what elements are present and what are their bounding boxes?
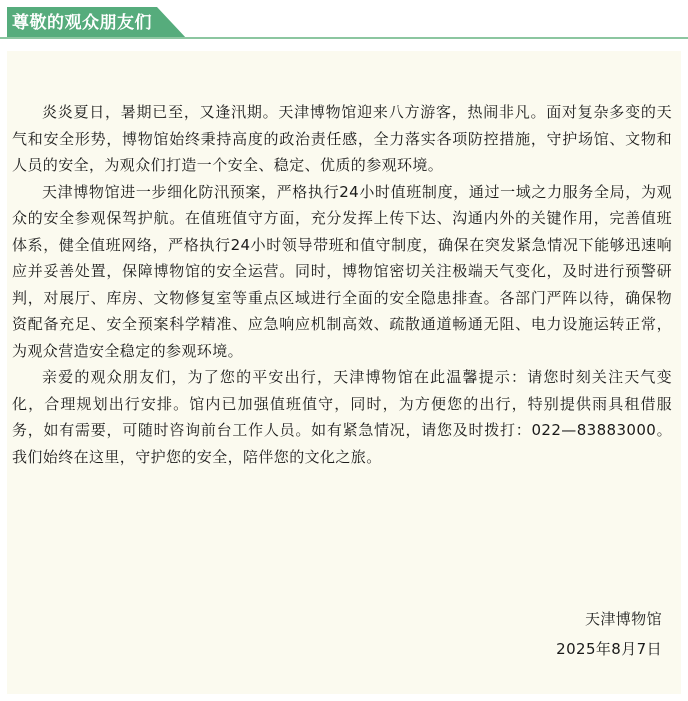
notice-body [12,99,672,470]
page-title: 尊敬的观众朋友们 [12,13,152,33]
paragraph-3: 亲爱的观众朋友们，为了您的平安出行，天津博物馆在此温馨提示：请您时刻关注天气变化，合理规划出行安排。馆内已加强值班值守，同时，为方便您的出行，特别提供雨具租借服务，如有需要，可随时咨询前台工作人员。如有紧急情况，请您及时拨打：022—83883000。我们始终在这里，守护您的安全，陪伴您的文化之旅。 [12,368,672,466]
signature-organization: 天津博物馆 [584,610,662,628]
header-bar [0,0,688,38]
paragraph-1: 炎炎夏日，暑期已至，又逢汛期。天津博物馆迎来八方游客，热闹非凡。面对复杂多变的天气和安全形势，博物馆始终秉持高度的政治责任感，全力落实各项防控措施，守护场馆、文物和人员的安全，为观众们打造一个安全、稳定、优质的参观环境。 [12,103,672,174]
header-divider [0,37,688,39]
signature-date: 2025年8月7日 [556,640,662,658]
paragraph-2: 天津博物馆进一步细化防汛预案，严格执行24小时值班制度，通过一域之力服务全局，为观众的安全参观保驾护航。在值班值守方面，充分发挥上传下达、沟通内外的关键作用，完善值班体系，健全值班网络，严格执行24小时领导带班和值守制度，确保在突发紧急情况下能够迅速响应并妥善处置，保障博物馆的安全运营。同时，博物馆密切关注极端天气变化，及时进行预警研判，对展厅、库房、文物修复室等重点区域进行全面的安全隐患排查。各部门严阵以待，确保物资配备充足、安全预案科学精准、应急响应机制高效、疏散通道畅通无阻、电力设施运转正常，为观众营造安全稳定的参观环境。 [12,182,672,360]
signature-block [556,604,662,664]
